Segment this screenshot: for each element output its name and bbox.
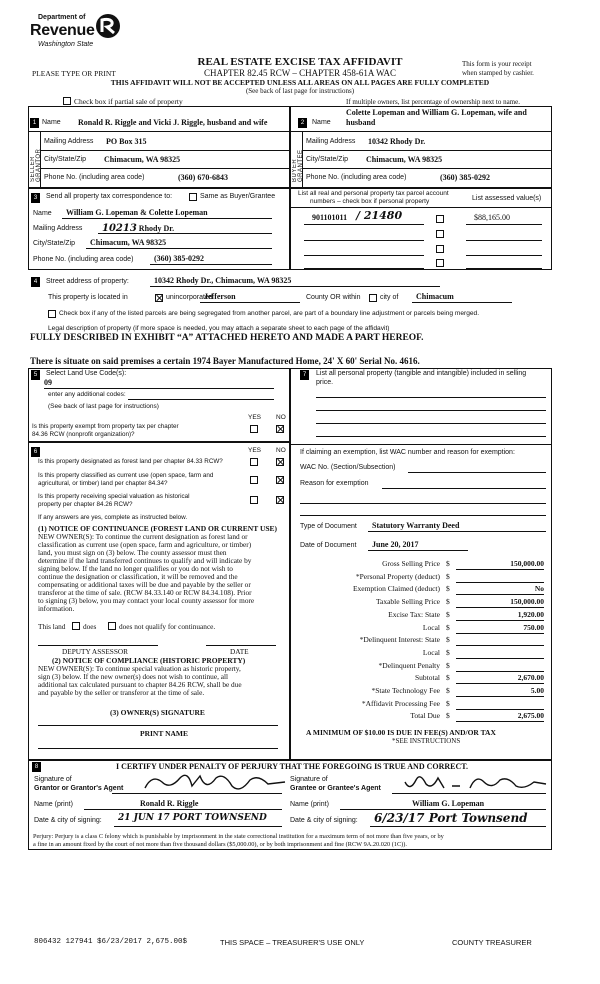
notice-2-body (38, 665, 242, 697)
tax-row-value[interactable]: 2,675.00 (456, 711, 544, 722)
land-use-see-back: (See back of last page for instructions) (48, 403, 159, 410)
legal-description-1: FULLY DESCRIBED IN EXHIBIT “A” ATTACHED HERETO AND MADE A PART HEREOF. (30, 333, 424, 343)
land-does-not-checkbox[interactable] (108, 622, 116, 630)
notice-1-line: compensating or additional taxes will be due and payable by the seller or (38, 580, 251, 589)
grantee-name-label: Name (print) (290, 801, 329, 808)
tax-row-value[interactable] (456, 572, 544, 583)
this-land-label: This land (38, 622, 66, 631)
county-name[interactable]: Jefferson (200, 292, 300, 303)
s6-yes-header: YES (248, 447, 262, 454)
city-name[interactable]: Chimacum (412, 292, 512, 303)
section-8-number: 8 (32, 762, 41, 772)
grantee-date-label: Date & city of signing: (290, 817, 358, 824)
dollar-sign: $ (446, 622, 450, 632)
current-use-question-2: agricultural, or timber) land per chapter 84.34? (38, 480, 168, 487)
parcel-1-personal-checkbox[interactable] (436, 215, 444, 223)
dollar-sign: $ (446, 609, 450, 619)
grantee-sig-label-2: Grantee or Grantee's Agent (290, 785, 381, 792)
notice-1-line: continue the designation or classification, it will be removed and the (38, 572, 238, 581)
dollar-sign: $ (446, 711, 450, 721)
dollar-sign: $ (446, 698, 450, 708)
historic-question-1: Is this property receiving special valuation as historical (38, 493, 190, 500)
form-title: REAL ESTATE EXCISE TAX AFFIDAVIT (197, 56, 403, 68)
assessor-date-label: DATE (230, 647, 249, 656)
grantee-date-city[interactable]: 6/23/17 Port Townsend (370, 811, 546, 827)
correspondence-name[interactable]: William G. Lopeman & Colette Lopeman (62, 208, 272, 219)
street-label: Street address of property: (46, 278, 129, 285)
correspondence-mailing: Rhody Dr. (138, 224, 175, 233)
exempt-question-2: 84.36 RCW (nonprofit organization)? (32, 431, 135, 438)
assessed-header: List assessed value(s) (472, 195, 542, 202)
s5-yes-header: YES (248, 414, 262, 421)
grantor-date-label: Date & city of signing: (34, 817, 102, 824)
forest-no-checkbox[interactable] (276, 458, 284, 466)
grantor-sig-label-1: Signature of (34, 776, 72, 783)
forest-question: Is this property designated as forest land per chapter 84.33 RCW? (38, 458, 223, 465)
seller-city-label: City/State/Zip (44, 156, 87, 163)
correspondence-mailing-label: Mailing Address (33, 225, 83, 232)
tax-row-value[interactable]: 150,000.00 (456, 597, 544, 608)
buyer-name-label: Name (312, 119, 331, 126)
grantor-date-city[interactable]: 21 JUN 17 PORT TOWNSEND (114, 813, 282, 827)
dollar-sign: $ (446, 584, 450, 594)
buyer-name-line1[interactable]: Colette Lopeman and William G. Lopeman, wife and (346, 108, 527, 117)
exempt-no-checkbox[interactable] (276, 425, 284, 433)
seller-phone[interactable]: (360) 670-6843 (178, 173, 228, 182)
city-of-label: city of (380, 294, 399, 301)
notice-1-line: NEW OWNER(S): To continue the current designation as forest land or (38, 532, 248, 541)
section-3-number: 3 (31, 193, 40, 203)
buyer-side-label: BUYER GRANTEE (292, 149, 304, 182)
cashier-stamp: 806432 127941 $6/23/2017 2,675.00$ (34, 938, 188, 946)
current-use-no-checkbox[interactable] (276, 476, 284, 484)
agency-line1: Department of (38, 14, 86, 21)
section-7-number: 7 (300, 370, 309, 380)
historic-question-2: property per chapter 84.26 RCW? (38, 501, 133, 508)
tax-row-value[interactable]: 5.00 (456, 686, 544, 697)
current-use-yes-checkbox[interactable] (250, 476, 258, 484)
tax-row-value[interactable]: 1,920.00 (456, 610, 544, 621)
grantor-signature[interactable] (140, 768, 290, 796)
tax-row-label: Excise Tax: State (388, 609, 440, 619)
land-does-label: does (83, 622, 97, 631)
legal-description-2: There is situate on said premises a certain 1974 Bayer Manufactured Home, 24' X 60' Serial No. 4616. (30, 356, 420, 366)
parcel-number[interactable]: 901101011 (312, 213, 348, 222)
notice-2-title: (2) NOTICE OF COMPLIANCE (HISTORIC PROPERTY) (52, 656, 246, 665)
notice-1-line: information. (38, 604, 75, 613)
treasurer-space: THIS SPACE – TREASURER'S USE ONLY (220, 938, 365, 947)
dollar-sign: $ (446, 597, 450, 607)
perjury-1: Perjury: Perjury is a class C felony which is punishable by imprisonment in the state correctional institution for a maximum term of not more than five years, or by (33, 833, 444, 840)
seller-city[interactable]: Chimacum, WA 98325 (104, 155, 181, 164)
correspondence-mailing-hand: 10213 (102, 223, 137, 234)
additional-codes-label: enter any additional codes: (48, 391, 126, 398)
tax-row-label: Subtotal (414, 673, 440, 683)
grantee-signature[interactable] (400, 768, 550, 796)
same-as-buyer-checkbox[interactable] (189, 193, 197, 201)
buyer-mailing-label: Mailing Address (306, 138, 356, 145)
section-4-number: 4 (31, 277, 40, 287)
doc-date[interactable]: June 20, 2017 (368, 540, 468, 551)
dollar-sign: $ (446, 559, 450, 568)
doc-date-label: Date of Document (300, 542, 357, 549)
parcel-4-personal-checkbox[interactable] (436, 259, 444, 267)
dollar-sign: $ (446, 571, 450, 581)
tax-row-label: *Affidavit Processing Fee (361, 698, 440, 708)
notice-2-line: sign (3) below. If the new owner(s) does not wish to continue, all (38, 672, 229, 681)
certify-statement: I CERTIFY UNDER PENALTY OF PERJURY THAT THE FOREGOING IS TRUE AND CORRECT. (116, 762, 469, 771)
tax-row-label: Local (422, 622, 440, 632)
land-use-code[interactable]: 09 (44, 378, 274, 389)
dollar-sign: $ (446, 686, 450, 695)
land-does-checkbox[interactable] (72, 622, 80, 630)
notice-1-line: transferor at the time of sale. (RCW 84.33.140 or RCW 84.34.108). Prior (38, 588, 252, 597)
form-warning: THIS AFFIDAVIT WILL NOT BE ACCEPTED UNLESS ALL AREAS ON ALL PAGES ARE FULLY COMPLETED (110, 78, 490, 87)
grantor-print-name[interactable]: Ronald R. Riggle (84, 799, 282, 810)
buyer-phone[interactable]: (360) 385-0292 (440, 173, 490, 182)
grantee-print-name[interactable]: William G. Lopeman (340, 799, 546, 810)
grantee-sig-label-1: Signature of (290, 776, 328, 783)
receipt-note-2: when stamped by cashier. (462, 69, 534, 77)
parcel-hand: / 21480 (356, 209, 403, 222)
grantor-sig-label-2: Grantor or Grantor's Agent (34, 785, 124, 792)
notice-1-line: land, you must sign on (3) below. The county assessor must then (38, 548, 227, 557)
doc-type-label: Type of Document (300, 523, 357, 530)
if-yes-note: If any answers are yes, complete as instructed below. (38, 514, 188, 521)
tax-row-label: Exemption Claimed (deduct) (352, 584, 440, 594)
agency-line3: Washington State (38, 41, 94, 48)
tax-row-label: Taxable Selling Price (375, 597, 440, 607)
parcel-3-personal-checkbox[interactable] (436, 245, 444, 253)
tax-row-value[interactable]: No (456, 584, 544, 595)
notice-2-line: NEW OWNER(S): To continue special valuation as historic property, (38, 664, 241, 673)
dollar-sign: $ (446, 635, 450, 645)
legal-label: Legal description of property (if more space is needed, you may attach a separate sheet to each page of the affidavit) (48, 325, 390, 332)
receipt-note-1: This form is your receipt (462, 60, 532, 68)
current-use-question-1: Is this property classified as current use (open space, farm and (38, 472, 214, 479)
wac-label: WAC No. (Section/Subsection) (300, 464, 396, 471)
s5-no-header: NO (276, 414, 286, 421)
same-as-buyer-label: Same as Buyer/Grantee (200, 193, 276, 200)
tax-row-label: *Delinquent Penalty (378, 660, 440, 670)
assessed-value[interactable]: $88,165.00 (474, 213, 510, 222)
county-treasurer: COUNTY TREASURER (452, 938, 532, 947)
city-of-checkbox[interactable] (369, 294, 377, 302)
segregated-checkbox[interactable] (48, 310, 56, 318)
tax-row-label: *Personal Property (deduct) (355, 571, 440, 581)
tax-row-label: Total Due (410, 711, 440, 721)
tax-row-label: Local (422, 647, 440, 657)
seller-name[interactable]: Ronald R. Riggle and Vicki J. Riggle, husband and wife (78, 118, 268, 127)
notice-1-line: signing below. If the land no longer qualifies or you do not wish to (38, 564, 233, 573)
s6-no-header: NO (276, 447, 286, 454)
correspondence-city[interactable]: Chimacum, WA 98325 (86, 238, 272, 249)
multiple-owners-note: If multiple owners, list percentage of ownership next to name. (346, 98, 520, 106)
deputy-assessor-label: DEPUTY ASSESSOR (62, 647, 129, 656)
correspondence-phone[interactable]: (360) 385-0292 (150, 254, 272, 265)
reason-label: Reason for exemption (300, 480, 369, 487)
section-6-number: 6 (31, 447, 40, 457)
tax-row-value[interactable]: 750.00 (456, 623, 544, 634)
please-type: PLEASE TYPE OR PRINT (32, 69, 116, 78)
tax-row-value[interactable]: 150,000.00 (456, 559, 544, 570)
dollar-sign: $ (446, 647, 450, 657)
grantor-name-label: Name (print) (34, 801, 73, 808)
street-address[interactable]: 10342 Rhody Dr., Chimacum, WA 98325 (150, 276, 440, 287)
section-5-number: 5 (31, 370, 40, 380)
buyer-name-line2[interactable]: husband (346, 118, 376, 127)
perjury-2: a fine in an amount fixed by the court of not more than five thousand dollars ($5,000.00), or by both imprisonment and fine (RCW 9A.20.020 (1C)). (33, 841, 407, 848)
exempt-question-1: Is this property exempt from property tax per chapter (32, 423, 179, 430)
historic-no-checkbox[interactable] (276, 496, 284, 504)
correspondence-phone-label: Phone No. (including area code) (33, 256, 134, 263)
notice-2-line: additional tax calculated pursuant to chapter 84.26 RCW, shall be due (38, 680, 242, 689)
correspondence-label: Send all property tax correspondence to: (46, 193, 173, 200)
exemption-label: If claiming an exemption, list WAC number and reason for exemption: (300, 449, 515, 456)
parcels-header-2: numbers – check box if personal property (310, 198, 430, 205)
segregated-label: Check box if any of the listed parcels are being segregated from another parcel, are part of a boundary line adjustment or parcels being merged. (59, 310, 480, 317)
buyer-phone-label: Phone No. (including area code) (306, 174, 407, 181)
land-does-not-label: does not qualify for continuance. (119, 622, 216, 631)
tax-row-value[interactable] (456, 699, 544, 710)
located-label: This property is located in (48, 294, 128, 301)
parcel-2-personal-checkbox[interactable] (436, 230, 444, 238)
print-name-label: PRINT NAME (140, 729, 188, 738)
buyer-city-label: City/State/Zip (306, 156, 349, 163)
tax-row-label: *Delinquent Interest: State (359, 635, 440, 645)
section-2-number: 2 (298, 118, 307, 128)
notice-1-line: to signing (3) below, you may contact your local county assessor for more (38, 596, 255, 605)
land-use-label: Select Land Use Code(s): (46, 370, 127, 377)
unincorporated-label: unincorporated (166, 294, 213, 301)
forest-yes-checkbox[interactable] (250, 458, 258, 466)
revenue-logo-icon (94, 12, 122, 40)
tax-row-value[interactable] (456, 661, 544, 672)
correspondence-city-label: City/State/Zip (33, 240, 76, 247)
see-instructions: *SEE INSTRUCTIONS (392, 737, 461, 745)
dollar-sign: $ (446, 660, 450, 670)
notice-1-title: (1) NOTICE OF CONTINUANCE (FOREST LAND OR CURRENT USE) (38, 524, 278, 533)
buyer-mailing[interactable]: 10342 Rhody Dr. (368, 137, 426, 146)
agency-logo (30, 14, 122, 54)
owner-signature-label: (3) OWNER(S) SIGNATURE (110, 708, 205, 717)
buyer-city[interactable]: Chimacum, WA 98325 (366, 155, 443, 164)
correspondence-mailing-field[interactable] (98, 223, 272, 234)
parcels-header-1: List all real and personal property tax parcel account (298, 190, 449, 197)
notice-1-line: determine if the land transferred continues to qualify and will indicate by (38, 556, 252, 565)
exempt-yes-checkbox[interactable] (250, 425, 258, 433)
see-back: (See back of last page for instructions) (245, 87, 355, 95)
seller-mailing[interactable]: PO Box 315 (106, 137, 147, 146)
notice-1-line: classification as current use (open space, farm and agriculture, or timber) (38, 540, 252, 549)
notice-1-body (38, 533, 254, 613)
dollar-sign: $ (446, 673, 450, 683)
form-subtitle: CHAPTER 82.45 RCW – CHAPTER 458-61A WAC (204, 68, 396, 78)
unincorporated-checkbox[interactable] (155, 294, 163, 302)
partial-sale-label: Check box if partial sale of property (74, 97, 183, 106)
seller-mailing-label: Mailing Address (44, 138, 94, 145)
partial-sale-checkbox[interactable] (63, 97, 71, 105)
personal-property-label-1: List all personal property (tangible and intangible) included in selling (316, 370, 527, 377)
correspondence-name-label: Name (33, 210, 52, 217)
notice-2-line: and payable by the seller or transferor at the time of sale. (38, 688, 205, 697)
agency-line2: Revenue (30, 22, 95, 39)
tax-row-label: Gross Selling Price (382, 559, 440, 568)
tax-row-label: *State Technology Fee (371, 686, 440, 695)
tax-row-value[interactable]: 2,670.00 (456, 673, 544, 684)
doc-type[interactable]: Statutory Warranty Deed (368, 521, 546, 532)
historic-yes-checkbox[interactable] (250, 496, 258, 504)
tax-row-value[interactable] (456, 635, 544, 646)
county-label: County OR within (306, 294, 361, 301)
personal-property-label-2: price. (316, 379, 334, 386)
seller-name-label: Name (42, 119, 61, 126)
minimum-note: A MINIMUM OF $10.00 IS DUE IN FEE(S) AND/OR TAX (306, 728, 496, 737)
section-1-number: 1 (30, 118, 39, 128)
tax-row-value[interactable] (456, 648, 544, 659)
seller-phone-label: Phone No. (including area code) (44, 174, 145, 181)
seller-side-label: SELLER GRANTOR (30, 148, 42, 182)
